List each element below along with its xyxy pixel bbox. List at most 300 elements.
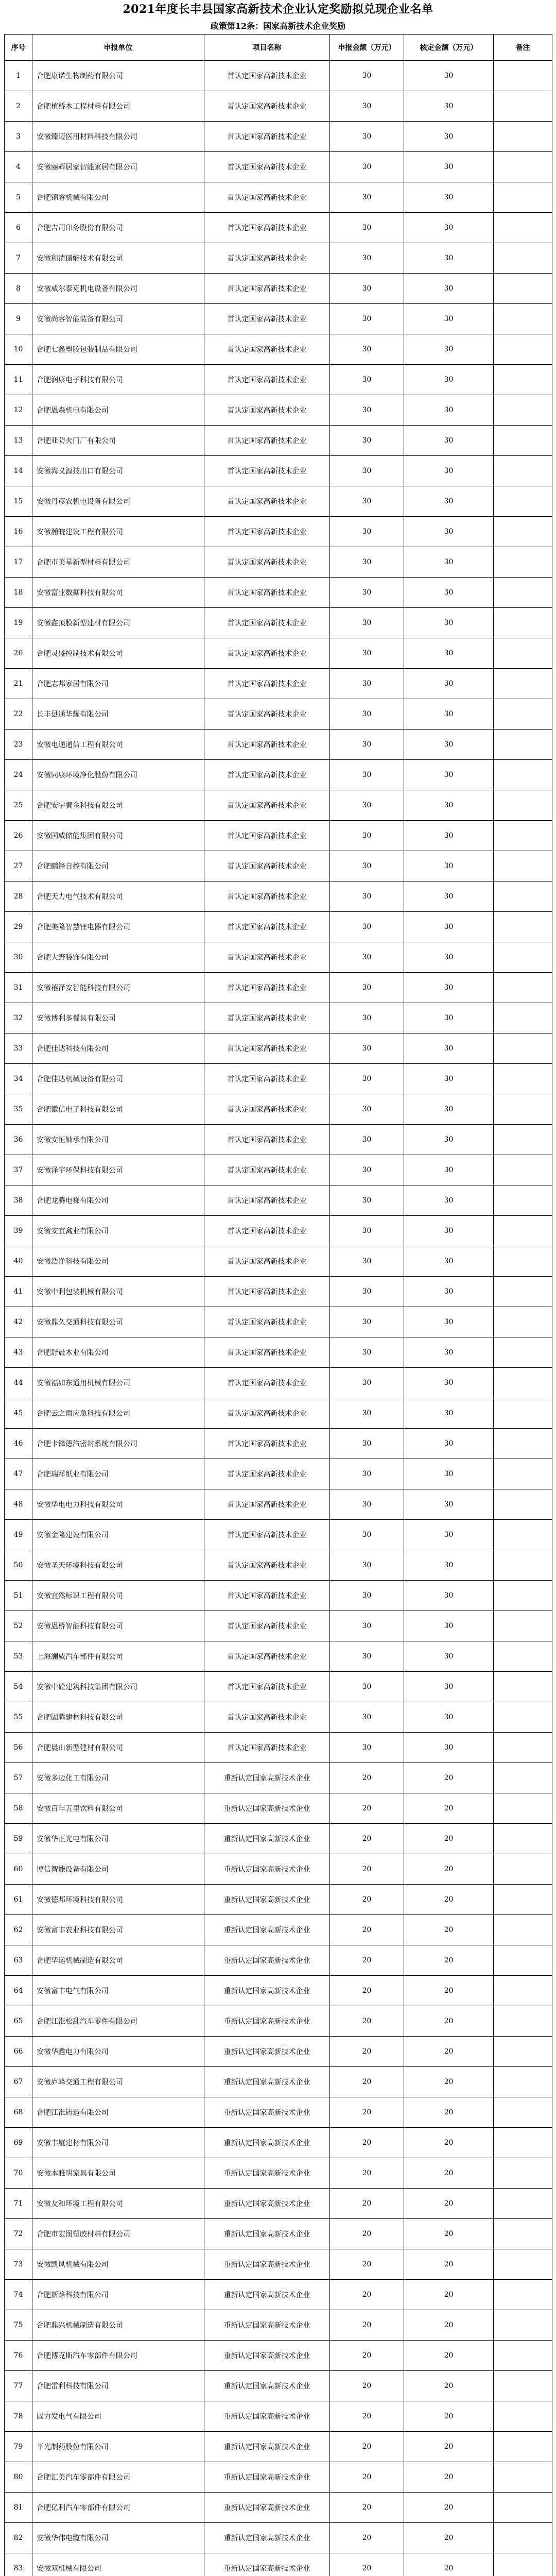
row-project: 首认定国家高新技术企业 — [204, 608, 330, 638]
row-index: 58 — [5, 1793, 32, 1824]
row-company: 安徽富业数据科技有限公司 — [32, 578, 204, 608]
row-index: 67 — [5, 2067, 32, 2097]
row-index: 60 — [5, 1854, 32, 1885]
row-project: 首认定国家高新技术企业 — [204, 790, 330, 821]
row-project: 首认定国家高新技术企业 — [204, 182, 330, 213]
row-project: 重新认定国家高新技术企业 — [204, 1885, 330, 1915]
row-approved-amount: 30 — [404, 578, 494, 608]
row-applied-amount: 30 — [330, 1398, 404, 1429]
row-index: 40 — [5, 1246, 32, 1277]
row-applied-amount: 20 — [330, 2249, 404, 2280]
row-index: 61 — [5, 1885, 32, 1915]
row-index: 62 — [5, 1915, 32, 1945]
row-project: 首认定国家高新技术企业 — [204, 1520, 330, 1550]
row-index: 2 — [5, 91, 32, 122]
row-index: 76 — [5, 2341, 32, 2371]
row-index: 7 — [5, 243, 32, 274]
row-index: 83 — [5, 2553, 32, 2576]
table-row — [5, 1277, 552, 1307]
row-company: 安徽鑫顶膜新型建材有限公司 — [32, 608, 204, 638]
row-index: 45 — [5, 1398, 32, 1429]
row-approved-amount: 20 — [404, 2341, 494, 2371]
row-note — [494, 395, 552, 426]
row-project: 首认定国家高新技术企业 — [204, 304, 330, 334]
row-approved-amount: 20 — [404, 1976, 494, 2006]
table-row — [5, 2219, 552, 2249]
row-note — [494, 1033, 552, 1064]
row-index: 15 — [5, 486, 32, 517]
row-project: 重新认定国家高新技术企业 — [204, 2067, 330, 2097]
row-applied-amount: 30 — [330, 1246, 404, 1277]
table-row — [5, 1489, 552, 1520]
row-company: 合肥佳达科技有限公司 — [32, 1033, 204, 1064]
row-index: 50 — [5, 1550, 32, 1581]
row-note — [494, 456, 552, 486]
table-row — [5, 1611, 552, 1641]
row-approved-amount: 30 — [404, 1581, 494, 1611]
row-index: 73 — [5, 2249, 32, 2280]
table-row — [5, 2037, 552, 2067]
row-note — [494, 1277, 552, 1307]
table-row — [5, 1581, 552, 1611]
row-applied-amount: 20 — [330, 1915, 404, 1945]
row-approved-amount: 20 — [404, 2158, 494, 2189]
row-approved-amount: 30 — [404, 1003, 494, 1033]
row-project: 重新认定国家高新技术企业 — [204, 2432, 330, 2462]
row-index: 6 — [5, 213, 32, 243]
row-applied-amount: 30 — [330, 912, 404, 942]
row-note — [494, 1520, 552, 1550]
row-approved-amount: 30 — [404, 1459, 494, 1489]
row-company: 安徽安恒轴承有限公司 — [32, 1125, 204, 1155]
row-note — [494, 1885, 552, 1915]
row-approved-amount: 30 — [404, 1398, 494, 1429]
row-applied-amount: 30 — [330, 274, 404, 304]
row-company: 安徽禧泽安智能科技有限公司 — [32, 973, 204, 1003]
row-note — [494, 2462, 552, 2493]
row-company: 安徽百年五里饮料有限公司 — [32, 1793, 204, 1824]
table-row — [5, 152, 552, 182]
row-applied-amount: 30 — [330, 365, 404, 395]
table-row — [5, 1246, 552, 1277]
row-applied-amount: 30 — [330, 1033, 404, 1064]
table-row — [5, 2249, 552, 2280]
row-index: 43 — [5, 1337, 32, 1368]
table-row — [5, 942, 552, 973]
row-index: 29 — [5, 912, 32, 942]
row-company: 合肥汇美汽车零部件有限公司 — [32, 2462, 204, 2493]
table-row — [5, 1702, 552, 1733]
row-approved-amount: 30 — [404, 1033, 494, 1064]
row-company: 合肥瑞祥纸业有限公司 — [32, 1459, 204, 1489]
row-company: 安徽尚容智能装备有限公司 — [32, 304, 204, 334]
row-applied-amount: 30 — [330, 1641, 404, 1672]
row-approved-amount: 30 — [404, 365, 494, 395]
row-approved-amount: 30 — [404, 1733, 494, 1763]
row-company: 安徽金隆建设有限公司 — [32, 1520, 204, 1550]
table-row — [5, 912, 552, 942]
row-project: 重新认定国家高新技术企业 — [204, 2189, 330, 2219]
row-note — [494, 486, 552, 517]
row-approved-amount: 30 — [404, 608, 494, 638]
row-approved-amount: 30 — [404, 821, 494, 851]
row-approved-amount: 20 — [404, 2401, 494, 2432]
row-project: 首认定国家高新技术企业 — [204, 882, 330, 912]
row-approved-amount: 30 — [404, 1337, 494, 1368]
row-approved-amount: 30 — [404, 1702, 494, 1733]
row-applied-amount: 30 — [330, 517, 404, 547]
row-approved-amount: 30 — [404, 790, 494, 821]
row-applied-amount: 30 — [330, 1581, 404, 1611]
table-row — [5, 304, 552, 334]
row-applied-amount: 30 — [330, 851, 404, 882]
table-row — [5, 61, 552, 91]
row-approved-amount: 30 — [404, 1064, 494, 1094]
row-company: 长丰县通华耀有限公司 — [32, 699, 204, 730]
row-company: 安徽本雅明家具有限公司 — [32, 2158, 204, 2189]
row-company: 安徽恩桥智能科技有限公司 — [32, 1611, 204, 1641]
row-project: 首认定国家高新技术企业 — [204, 1398, 330, 1429]
row-note — [494, 669, 552, 699]
row-index: 77 — [5, 2371, 32, 2401]
header-index: 序号 — [5, 35, 32, 61]
document-title: 2021年度长丰县国家高新技术企业认定奖励拟兑现企业名单 — [123, 3, 433, 16]
row-index: 64 — [5, 1976, 32, 2006]
row-project: 首认定国家高新技术企业 — [204, 1064, 330, 1094]
row-approved-amount: 30 — [404, 1672, 494, 1702]
table-row — [5, 2128, 552, 2158]
row-applied-amount: 30 — [330, 1611, 404, 1641]
row-company: 安徽中砼建筑科技集团有限公司 — [32, 1672, 204, 1702]
table-row — [5, 2006, 552, 2037]
table-row — [5, 1915, 552, 1945]
row-company: 合肥卡锋德汽密封系统有限公司 — [32, 1429, 204, 1459]
row-applied-amount: 30 — [330, 426, 404, 456]
row-applied-amount: 20 — [330, 2432, 404, 2462]
row-approved-amount: 30 — [404, 1489, 494, 1520]
row-project: 重新认定国家高新技术企业 — [204, 1854, 330, 1885]
row-company: 安徽臻迈医用材料科技有限公司 — [32, 122, 204, 152]
row-company: 合肥七鑫塑胶包装制品有限公司 — [32, 334, 204, 365]
row-note — [494, 1915, 552, 1945]
row-index: 48 — [5, 1489, 32, 1520]
row-company: 安徽泽宇环保科技有限公司 — [32, 1155, 204, 1185]
row-index: 46 — [5, 1429, 32, 1459]
row-company: 合肥龙腾电梯有限公司 — [32, 1185, 204, 1216]
row-company: 安徽凯风机械有限公司 — [32, 2249, 204, 2280]
row-approved-amount: 30 — [404, 274, 494, 304]
row-approved-amount: 20 — [404, 2371, 494, 2401]
row-note — [494, 1793, 552, 1824]
row-company: 安徽瀚皖建设工程有限公司 — [32, 517, 204, 547]
row-note — [494, 2219, 552, 2249]
row-company: 合肥锦睿机械有限公司 — [32, 182, 204, 213]
row-note — [494, 2523, 552, 2553]
row-approved-amount: 20 — [404, 1945, 494, 1976]
row-approved-amount: 30 — [404, 1550, 494, 1581]
row-applied-amount: 20 — [330, 2553, 404, 2576]
row-project: 首认定国家高新技术企业 — [204, 213, 330, 243]
row-index: 55 — [5, 1702, 32, 1733]
row-index: 34 — [5, 1064, 32, 1094]
row-applied-amount: 30 — [330, 243, 404, 274]
row-project: 首认定国家高新技术企业 — [204, 1368, 330, 1398]
row-applied-amount: 30 — [330, 942, 404, 973]
row-index: 16 — [5, 517, 32, 547]
row-applied-amount: 30 — [330, 1429, 404, 1459]
row-project: 首认定国家高新技术企业 — [204, 578, 330, 608]
row-applied-amount: 30 — [330, 1550, 404, 1581]
table-row — [5, 1854, 552, 1885]
row-project: 重新认定国家高新技术企业 — [204, 2249, 330, 2280]
row-approved-amount: 30 — [404, 61, 494, 91]
row-applied-amount: 30 — [330, 152, 404, 182]
table-row — [5, 1459, 552, 1489]
row-note — [494, 91, 552, 122]
row-applied-amount: 30 — [330, 486, 404, 517]
table-row — [5, 426, 552, 456]
row-index: 14 — [5, 456, 32, 486]
row-applied-amount: 30 — [330, 882, 404, 912]
table-row — [5, 1793, 552, 1824]
row-note — [494, 304, 552, 334]
row-index: 54 — [5, 1672, 32, 1702]
row-note — [494, 578, 552, 608]
row-note — [494, 213, 552, 243]
row-index: 78 — [5, 2401, 32, 2432]
row-company: 合肥植桥木工程材料有限公司 — [32, 91, 204, 122]
row-note — [494, 2401, 552, 2432]
row-index: 19 — [5, 608, 32, 638]
row-project: 首认定国家高新技术企业 — [204, 1429, 330, 1459]
row-project: 首认定国家高新技术企业 — [204, 699, 330, 730]
row-project: 首认定国家高新技术企业 — [204, 1672, 330, 1702]
row-project: 首认定国家高新技术企业 — [204, 1246, 330, 1277]
row-applied-amount: 30 — [330, 790, 404, 821]
row-applied-amount: 30 — [330, 1459, 404, 1489]
row-applied-amount: 30 — [330, 1003, 404, 1033]
row-project: 重新认定国家高新技术企业 — [204, 2401, 330, 2432]
row-approved-amount: 30 — [404, 426, 494, 456]
table-row — [5, 821, 552, 851]
row-note — [494, 912, 552, 942]
row-approved-amount: 30 — [404, 486, 494, 517]
row-note — [494, 1125, 552, 1155]
row-project: 首认定国家高新技术企业 — [204, 334, 330, 365]
row-applied-amount: 20 — [330, 2097, 404, 2128]
row-applied-amount: 30 — [330, 699, 404, 730]
row-note — [494, 2097, 552, 2128]
table-row — [5, 91, 552, 122]
row-approved-amount: 20 — [404, 2097, 494, 2128]
row-applied-amount: 30 — [330, 1307, 404, 1337]
row-project: 首认定国家高新技术企业 — [204, 1702, 330, 1733]
table-row — [5, 882, 552, 912]
row-applied-amount: 20 — [330, 1793, 404, 1824]
row-approved-amount: 30 — [404, 1125, 494, 1155]
table-row — [5, 1064, 552, 1094]
row-index: 13 — [5, 426, 32, 456]
table-row — [5, 274, 552, 304]
row-project: 首认定国家高新技术企业 — [204, 91, 330, 122]
row-applied-amount: 20 — [330, 1763, 404, 1793]
table-row — [5, 2189, 552, 2219]
row-index: 3 — [5, 122, 32, 152]
header-project: 项目名称 — [204, 35, 330, 61]
row-approved-amount: 20 — [404, 2310, 494, 2341]
row-note — [494, 1094, 552, 1125]
row-project: 重新认定国家高新技术企业 — [204, 2553, 330, 2576]
row-applied-amount: 20 — [330, 2037, 404, 2067]
row-company: 安徽丰厦建材有限公司 — [32, 2128, 204, 2158]
table-row — [5, 608, 552, 638]
row-note — [494, 851, 552, 882]
row-applied-amount: 30 — [330, 1064, 404, 1094]
row-index: 56 — [5, 1733, 32, 1763]
row-company: 合肥徽信电子科技有限公司 — [32, 1094, 204, 1125]
row-project: 首认定国家高新技术企业 — [204, 1489, 330, 1520]
table-row — [5, 638, 552, 669]
row-project: 重新认定国家高新技术企业 — [204, 2128, 330, 2158]
row-index: 71 — [5, 2189, 32, 2219]
row-approved-amount: 20 — [404, 2128, 494, 2158]
row-index: 75 — [5, 2310, 32, 2341]
row-project: 重新认定国家高新技术企业 — [204, 2462, 330, 2493]
row-applied-amount: 30 — [330, 760, 404, 790]
row-note — [494, 2553, 552, 2576]
row-applied-amount: 30 — [330, 61, 404, 91]
row-project: 首认定国家高新技术企业 — [204, 152, 330, 182]
row-project: 重新认定国家高新技术企业 — [204, 2219, 330, 2249]
row-company: 安徽华电电力科技有限公司 — [32, 1489, 204, 1520]
row-project: 首认定国家高新技术企业 — [204, 61, 330, 91]
header-company: 申报单位 — [32, 35, 204, 61]
row-note — [494, 1611, 552, 1641]
row-project: 首认定国家高新技术企业 — [204, 486, 330, 517]
row-approved-amount: 30 — [404, 1520, 494, 1550]
row-company: 安徽华鑫电力有限公司 — [32, 2037, 204, 2067]
row-approved-amount: 20 — [404, 2189, 494, 2219]
row-note — [494, 547, 552, 578]
row-applied-amount: 30 — [330, 91, 404, 122]
row-note — [494, 973, 552, 1003]
row-index: 11 — [5, 365, 32, 395]
row-approved-amount: 30 — [404, 395, 494, 426]
row-applied-amount: 30 — [330, 669, 404, 699]
row-applied-amount: 30 — [330, 1733, 404, 1763]
table-row — [5, 2097, 552, 2128]
table-row — [5, 1672, 552, 1702]
row-approved-amount: 30 — [404, 456, 494, 486]
row-approved-amount: 30 — [404, 243, 494, 274]
row-company: 合肥大野装饰有限公司 — [32, 942, 204, 973]
row-company: 合肥云之雨应急科技有限公司 — [32, 1398, 204, 1429]
row-company: 安徽宜然标识工程有限公司 — [32, 1581, 204, 1611]
row-note — [494, 2037, 552, 2067]
table-row — [5, 578, 552, 608]
row-project: 首认定国家高新技术企业 — [204, 456, 330, 486]
row-note — [494, 1854, 552, 1885]
row-applied-amount: 20 — [330, 2189, 404, 2219]
row-applied-amount: 30 — [330, 547, 404, 578]
row-applied-amount: 30 — [330, 1702, 404, 1733]
row-index: 44 — [5, 1368, 32, 1398]
row-note — [494, 1003, 552, 1033]
row-approved-amount: 30 — [404, 973, 494, 1003]
table-row — [5, 1733, 552, 1763]
row-approved-amount: 20 — [404, 1763, 494, 1793]
row-index: 42 — [5, 1307, 32, 1337]
row-project: 首认定国家高新技术企业 — [204, 1611, 330, 1641]
row-index: 81 — [5, 2493, 32, 2523]
row-index: 32 — [5, 1003, 32, 1033]
row-applied-amount: 20 — [330, 2341, 404, 2371]
row-project: 重新认定国家高新技术企业 — [204, 2371, 330, 2401]
table-row — [5, 1185, 552, 1216]
row-company: 合肥博克斯汽车零部件有限公司 — [32, 2341, 204, 2371]
row-company: 安徽华正光电有限公司 — [32, 1824, 204, 1854]
row-note — [494, 942, 552, 973]
row-company: 合肥新路科技有限公司 — [32, 2280, 204, 2310]
row-approved-amount: 20 — [404, 2280, 494, 2310]
table-row — [5, 1976, 552, 2006]
row-company: 安徽博利多餐具有限公司 — [32, 1003, 204, 1033]
row-approved-amount: 30 — [404, 730, 494, 760]
header-row — [5, 35, 552, 61]
row-approved-amount: 30 — [404, 152, 494, 182]
row-applied-amount: 30 — [330, 395, 404, 426]
table-row — [5, 790, 552, 821]
row-applied-amount: 30 — [330, 1185, 404, 1216]
row-approved-amount: 20 — [404, 2493, 494, 2523]
row-project: 首认定国家高新技术企业 — [204, 1581, 330, 1611]
row-project: 重新认定国家高新技术企业 — [204, 1824, 330, 1854]
row-applied-amount: 30 — [330, 973, 404, 1003]
row-note — [494, 2280, 552, 2310]
row-approved-amount: 30 — [404, 1094, 494, 1125]
row-project: 重新认定国家高新技术企业 — [204, 2310, 330, 2341]
row-company: 合肥鼎兴机械制造有限公司 — [32, 2310, 204, 2341]
row-index: 74 — [5, 2280, 32, 2310]
row-company: 合肥灵盛控制技术有限公司 — [32, 638, 204, 669]
row-project: 重新认定国家高新技术企业 — [204, 1976, 330, 2006]
table-row — [5, 2067, 552, 2097]
row-company: 合肥舒晨木业有限公司 — [32, 1337, 204, 1368]
header-approved-amount: 核定金额（万元） — [404, 35, 494, 61]
row-note — [494, 2371, 552, 2401]
row-note — [494, 1368, 552, 1398]
row-project: 重新认定国家高新技术企业 — [204, 2097, 330, 2128]
row-project: 首认定国家高新技术企业 — [204, 1307, 330, 1337]
row-applied-amount: 30 — [330, 1125, 404, 1155]
row-index: 47 — [5, 1459, 32, 1489]
row-index: 79 — [5, 2432, 32, 2462]
row-note — [494, 2341, 552, 2371]
row-index: 27 — [5, 851, 32, 882]
row-project: 首认定国家高新技术企业 — [204, 122, 330, 152]
row-approved-amount: 30 — [404, 851, 494, 882]
row-applied-amount: 30 — [330, 1368, 404, 1398]
row-index: 22 — [5, 699, 32, 730]
row-note — [494, 1216, 552, 1246]
row-index: 72 — [5, 2219, 32, 2249]
row-index: 8 — [5, 274, 32, 304]
document-page — [4, 0, 552, 2576]
row-approved-amount: 20 — [404, 1915, 494, 1945]
row-company: 合肥江淮铸造有限公司 — [32, 2097, 204, 2128]
row-applied-amount: 30 — [330, 821, 404, 851]
table-row — [5, 1125, 552, 1155]
